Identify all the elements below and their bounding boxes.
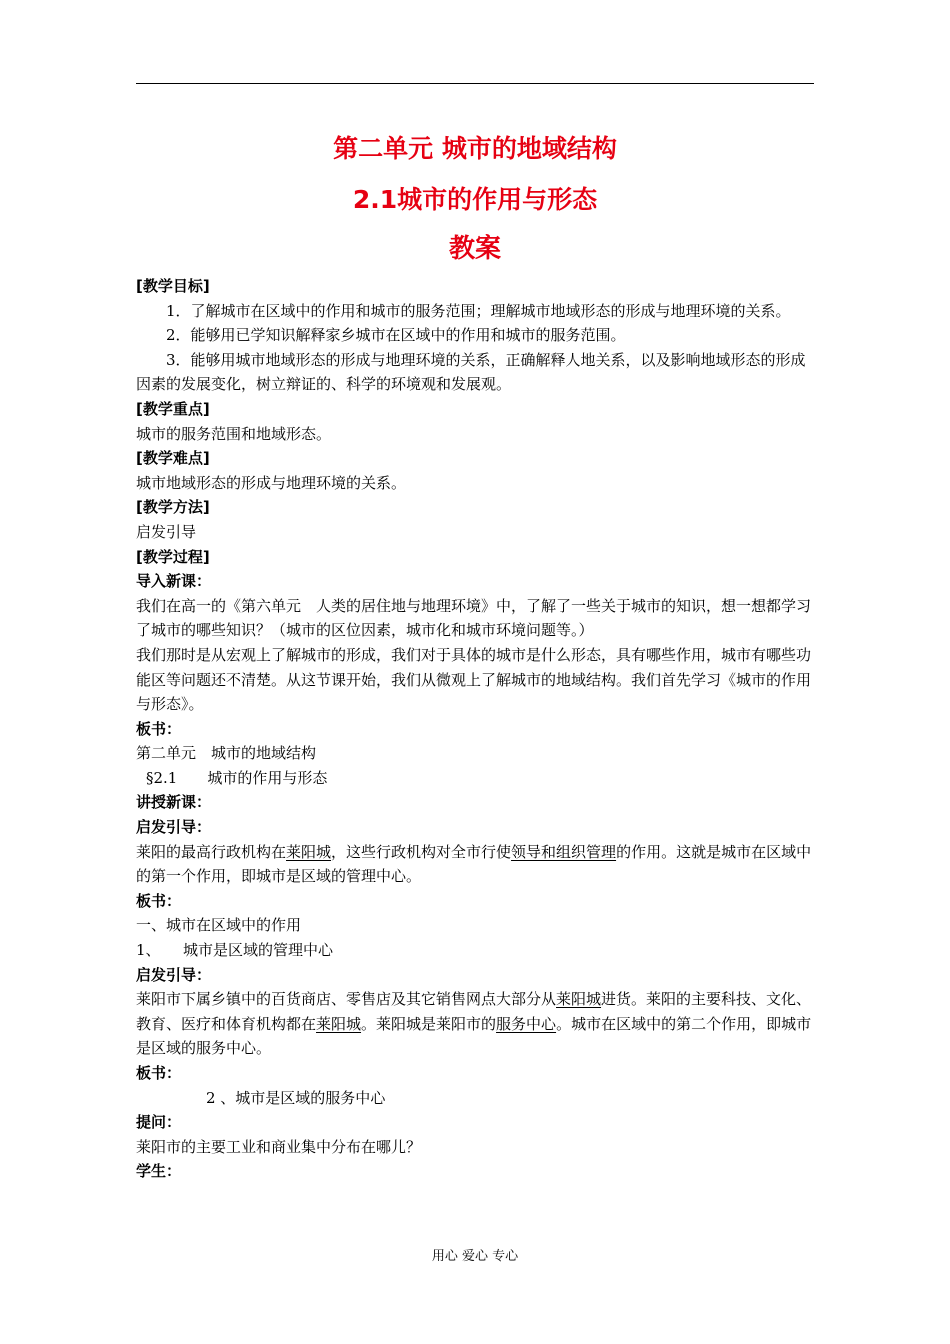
doc-type-title: 教案 [448,234,501,264]
focus-heading: [教学重点] [136,399,210,418]
lecture-label: 讲授新课： [136,793,212,812]
unit-title: 第二单元 城市的地域结构 [333,134,617,163]
board-3-line-1: 2 、城市是区域的服务中心 [206,1088,386,1107]
underline-laiyang-city: 莱阳城 [286,842,332,861]
method-text: 启发引导 [136,522,197,541]
intro-paragraph-1: 我们在高一的《第六单元 人类的居住地与地理环境》中，了解了一些关于城市的知识，想一想都学习了城市的哪些知识？（城市的区位因素，城市化和城市环境问题等。） [136,596,812,640]
guide-paragraph-1: 莱阳的最高行政机构在莱阳城，这些行政机构对全市行使领导和组织管理的作用。这就是城市在区域中的第一个作用，即城市是区域的管理中心。 [136,842,812,886]
difficulty-heading: [教学难点] [136,449,210,468]
goals-heading: [教学目标] [136,277,210,295]
board-label-2: 板书： [136,891,182,910]
process-heading: [教学过程] [136,547,210,566]
student-label: 学生： [136,1162,182,1181]
focus-text: 城市的服务范围和地域形态。 [136,424,332,443]
header-rule [136,83,814,84]
question-text: 莱阳市的主要工业和商业集中分布在哪儿？ [136,1137,422,1156]
guide-paragraph-2: 莱阳市下属乡镇中的百货商店、零售店及其它销售网点大部分从莱阳城进货。莱阳的主要科技、文化、教育、医疗和体育机构都在莱阳城。莱阳城是莱阳市的服务中心。城市在区域中的第二个作用，即城市是区域的服务中心。 [136,990,812,1058]
intro-paragraph-2: 我们那时是从宏观上了解城市的形成，我们对于具体的城市是什么形态，具有哪些作用，城市有哪些功能区等问题还不清楚。从这节课开始，我们从微观上了解城市的地域结构。我们首先学习《城市的作用与形态》。 [136,645,812,714]
underline-service-center: 服务中心 [496,1014,557,1033]
goal-item-2: 2．能够用已学知识解释家乡城市在区域中的作用和城市的服务范围。 [166,326,626,345]
board-label-3: 板书： [136,1064,182,1082]
board-2-line-1: 一、城市在区域中的作用 [136,916,302,935]
board-1-line-1: 第二单元 城市的地域结构 [136,744,317,763]
difficulty-text: 城市地域形态的形成与地理环境的关系。 [136,473,407,492]
underline-laiyang-city-3: 莱阳城 [316,1014,362,1033]
guide-label-2: 启发引导： [136,965,212,984]
page-footer: 用心 爱心 专心 [431,1249,519,1264]
board-1-line-2: §2.1 城市的作用与形态 [146,768,328,787]
goal-item-3: 3．能够用城市地域形态的形成与地理环境的关系，正确解释人地关系，以及影响地域形态的形成因素的发展变化，树立辩证的、科学的环境观和发展观。 [136,350,806,394]
board-2-line-2: 1、 城市是区域的管理中心 [136,941,334,960]
underline-laiyang-city-2: 莱阳城 [556,990,602,1009]
goal-item-1: 1．了解城市在区域中的作用和城市的服务范围；理解城市地域形态的形成与地理环境的关系。 [166,301,791,320]
underline-leadership: 领导和组织管理 [511,842,617,861]
board-label-1: 板书： [136,719,182,738]
method-heading: [教学方法] [136,498,210,517]
question-label: 提问： [136,1113,182,1132]
intro-label: 导入新课： [136,572,212,591]
lesson-title: 2.1城市的作用与形态 [352,185,598,214]
guide-label-1: 启发引导： [136,818,212,837]
document-body [136,274,816,1184]
